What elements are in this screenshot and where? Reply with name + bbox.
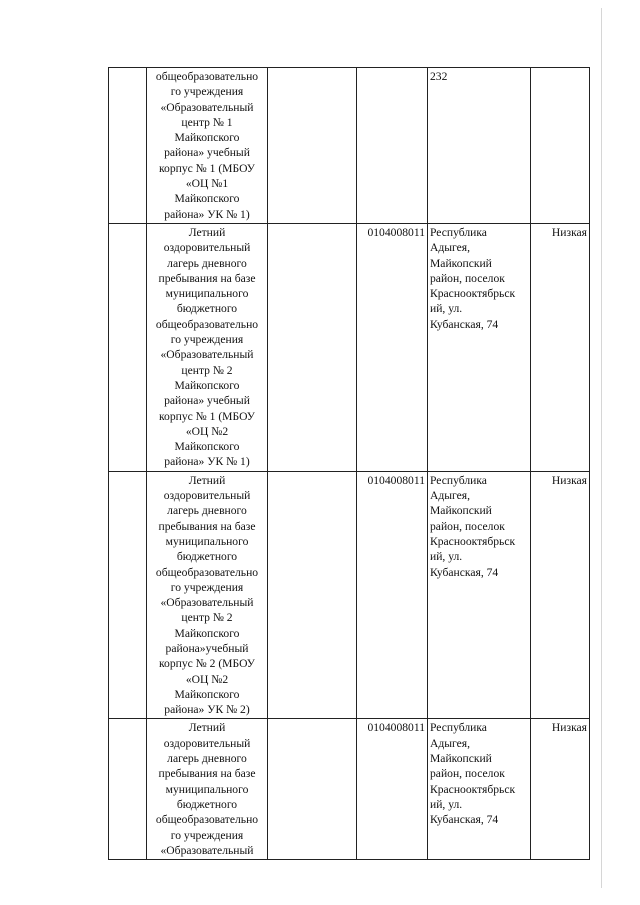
- cell-text-line: «Образовательный: [160, 596, 254, 610]
- cell-text-line: муниципального: [165, 534, 249, 548]
- address-cell: [428, 719, 531, 860]
- index-cell: [109, 68, 147, 224]
- cell-text-line: корпус № 1 (МБОУ: [158, 409, 256, 423]
- cell-text-line: район, поселок: [430, 767, 505, 781]
- cell-text-line: ий, ул.: [430, 302, 463, 316]
- cell-text-line: корпус № 1 (МБОУ: [158, 161, 256, 175]
- cell-text-line: го учреждения: [170, 333, 244, 347]
- registry-table: [108, 67, 590, 860]
- institution-name-cell: [147, 471, 268, 719]
- cell-text-line: оздоровительный: [163, 489, 251, 503]
- cell-text-line: лагерь дневного: [167, 752, 247, 766]
- cell-text-line: Республика: [430, 721, 487, 735]
- cell-text-line: Летний: [188, 721, 226, 735]
- cell-text-line: Кубанская, 74: [430, 813, 499, 827]
- cell-text-line: Адыгея,: [430, 489, 471, 503]
- cell-text-line: Летний: [188, 473, 226, 487]
- cell-text-line: 232: [430, 70, 448, 83]
- cell-text-line: Майкопского: [174, 440, 240, 454]
- scan-edge-line: [601, 8, 602, 888]
- cell-text-line: района» УК № 1): [164, 207, 250, 221]
- table-row: [109, 471, 590, 719]
- cell-text-line: муниципального: [165, 782, 249, 796]
- cell-text-line: оздоровительный: [163, 736, 251, 750]
- code-cell: 0104008011: [357, 471, 428, 719]
- cell-text-line: общеобразовательно: [155, 565, 259, 579]
- table-row: [109, 223, 590, 471]
- cell-text-line: Республика: [430, 225, 487, 239]
- institution-name-cell: [147, 223, 268, 471]
- cell-text-line: района» УК № 2): [164, 703, 250, 717]
- institution-name-cell: [147, 68, 268, 224]
- cell-text-line: район, поселок: [430, 519, 505, 533]
- cell-text-line: «ОЦ №2: [185, 672, 229, 686]
- cell-text-line: района»учебный: [165, 641, 249, 655]
- cell-text-line: Краснооктябрьск: [430, 534, 516, 548]
- cell-text-line: оздоровительный: [163, 241, 251, 255]
- cell-text-line: общеобразовательно: [155, 317, 259, 331]
- code-cell: 0104008011: [357, 719, 428, 860]
- cell-text-line: пребывания на базе: [158, 519, 256, 533]
- cell-text-line: «Образовательный: [160, 100, 254, 114]
- cell-text-line: Майкопского: [174, 378, 240, 392]
- risk-level-cell: Низкая: [531, 223, 590, 471]
- cell-text-line: «ОЦ №1: [185, 177, 229, 191]
- address-cell: [428, 471, 531, 719]
- risk-level-cell: Низкая: [531, 471, 590, 719]
- cell-text-line: муниципального: [165, 287, 249, 301]
- cell-text-line: Краснооктябрьск: [430, 287, 516, 301]
- cell-text-line: Краснооктябрьск: [430, 782, 516, 796]
- cell-text-line: Майкопского: [174, 131, 240, 145]
- cell-text-line: Кубанская, 74: [430, 565, 499, 579]
- cell-text-line: го учреждения: [170, 828, 244, 842]
- cell-text-line: бюджетного: [176, 797, 238, 811]
- index-cell: [109, 471, 147, 719]
- cell-text-line: Майкопский: [430, 752, 492, 766]
- cell-text-line: го учреждения: [170, 580, 244, 594]
- table-row: [109, 719, 590, 860]
- cell-text-line: Майкопский: [430, 256, 492, 270]
- cell-text-line: Адыгея,: [430, 736, 471, 750]
- cell-text-line: района» УК № 1): [164, 455, 250, 469]
- empty-cell: [268, 719, 357, 860]
- cell-text-line: Республика: [430, 473, 487, 487]
- cell-text-line: го учреждения: [170, 85, 244, 99]
- table-row: [109, 68, 590, 224]
- risk-level-cell: [531, 68, 590, 224]
- cell-text-line: Летний: [188, 225, 226, 239]
- risk-level-cell: Низкая: [531, 719, 590, 860]
- cell-text-line: района» учебный: [164, 146, 250, 160]
- empty-cell: [268, 471, 357, 719]
- cell-text-line: центр № 1: [181, 115, 233, 129]
- cell-text-line: общеобразовательно: [155, 813, 259, 827]
- empty-cell: [268, 223, 357, 471]
- address-cell: [428, 223, 531, 471]
- index-cell: [109, 719, 147, 860]
- code-cell: [357, 68, 428, 224]
- cell-text-line: район, поселок: [430, 271, 505, 285]
- cell-text-line: центр № 2: [181, 611, 233, 625]
- cell-text-line: лагерь дневного: [167, 504, 247, 518]
- institution-name-cell: [147, 719, 268, 860]
- cell-text-line: центр № 2: [181, 363, 233, 377]
- cell-text-line: Майкопского: [174, 687, 240, 701]
- cell-text-line: ий, ул.: [430, 550, 463, 564]
- cell-text-line: пребывания на базе: [158, 767, 256, 781]
- cell-text-line: бюджетного: [176, 550, 238, 564]
- cell-text-line: «ОЦ №2: [185, 424, 229, 438]
- cell-text-line: пребывания на базе: [158, 271, 256, 285]
- code-cell: 0104008011: [357, 223, 428, 471]
- cell-text-line: Майкопского: [174, 192, 240, 206]
- cell-text-line: общеобразовательно: [155, 70, 259, 83]
- cell-text-line: корпус № 2 (МБОУ: [158, 657, 256, 671]
- cell-text-line: Адыгея,: [430, 241, 471, 255]
- address-cell: [428, 68, 531, 224]
- cell-text-line: Кубанская, 74: [430, 317, 499, 331]
- cell-text-line: лагерь дневного: [167, 256, 247, 270]
- index-cell: [109, 223, 147, 471]
- cell-text-line: района» учебный: [164, 394, 250, 408]
- cell-text-line: Майкопского: [174, 626, 240, 640]
- cell-text-line: Майкопский: [430, 504, 492, 518]
- cell-text-line: ий, ул.: [430, 797, 463, 811]
- cell-text-line: бюджетного: [176, 302, 238, 316]
- cell-text-line: «Образовательный: [160, 843, 254, 857]
- cell-text-line: «Образовательный: [160, 348, 254, 362]
- empty-cell: [268, 68, 357, 224]
